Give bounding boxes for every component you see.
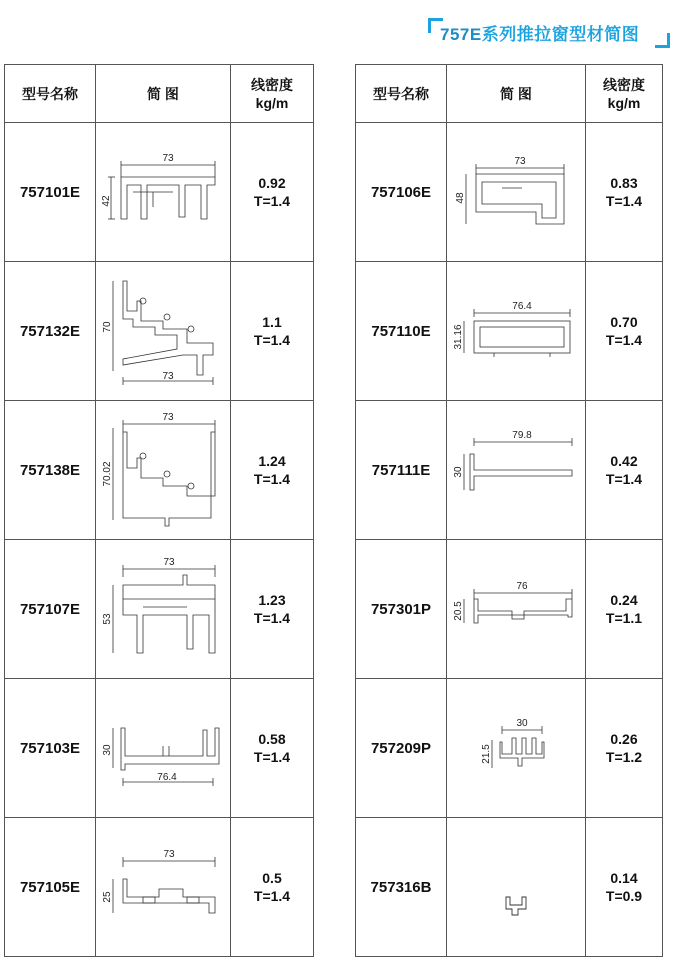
model-name: 757138E: [5, 401, 96, 540]
profile-figure: [96, 123, 231, 262]
profile-drawing: [466, 698, 566, 798]
model-name: 757209P: [356, 679, 447, 818]
profile-figure: [96, 540, 231, 679]
profile-figure: [447, 818, 586, 957]
title-text: 系列推拉窗型材简图: [481, 25, 640, 44]
table-header-row: [356, 65, 663, 123]
svg-text:79.8: 79.8: [512, 430, 532, 441]
profile-drawing: [454, 420, 578, 520]
page-title: [440, 20, 639, 45]
table-row: [5, 679, 314, 818]
density-cell: 0.26 T=1.2: [586, 679, 663, 818]
density-cell: 0.58 T=1.4: [231, 679, 314, 818]
svg-text:31.16: 31.16: [453, 324, 464, 350]
header-figure: 简 图: [447, 65, 586, 123]
svg-text:48: 48: [455, 192, 466, 204]
profile-figure: [447, 123, 586, 262]
profile-drawing: [454, 281, 578, 381]
profile-drawing: [103, 698, 223, 798]
density-cell: 1.24 T=1.4: [231, 401, 314, 540]
model-name: 757101E: [5, 123, 96, 262]
model-name: 757110E: [356, 262, 447, 401]
model-name: 757107E: [5, 540, 96, 679]
svg-text:73: 73: [514, 156, 526, 167]
profile-drawing: [454, 559, 578, 659]
header-model: 型号名称: [5, 65, 96, 123]
title-series: 757E: [440, 25, 482, 44]
density-cell: 0.70 T=1.4: [586, 262, 663, 401]
profile-drawing: [103, 837, 223, 937]
table-row: [5, 540, 314, 679]
svg-text:76: 76: [516, 581, 528, 592]
density-cell: 0.83 T=1.4: [586, 123, 663, 262]
model-name: 757103E: [5, 679, 96, 818]
table-row: [356, 818, 663, 957]
left-spec-table: [4, 64, 314, 957]
table-row: [5, 818, 314, 957]
profile-figure: [447, 401, 586, 540]
profile-drawing: [466, 837, 566, 937]
svg-text:73: 73: [163, 849, 175, 860]
table-row: [356, 123, 663, 262]
svg-text:70.02: 70.02: [102, 461, 113, 487]
model-name: 757301P: [356, 540, 447, 679]
svg-text:73: 73: [163, 557, 175, 568]
model-name: 757111E: [356, 401, 447, 540]
model-name: 757316B: [356, 818, 447, 957]
profile-figure: [96, 818, 231, 957]
svg-text:76.4: 76.4: [157, 772, 177, 783]
table-row: [5, 123, 314, 262]
header-density: 线密度 kg/m: [231, 65, 314, 123]
profile-figure: [96, 401, 231, 540]
right-spec-table: [355, 64, 663, 957]
svg-text:70: 70: [102, 321, 113, 333]
svg-text:73: 73: [162, 371, 174, 382]
svg-text:30: 30: [453, 466, 464, 478]
profile-drawing: [456, 142, 576, 242]
profile-figure: [447, 540, 586, 679]
table-row: [5, 401, 314, 540]
model-name: 757105E: [5, 818, 96, 957]
profile-drawing: [103, 408, 223, 532]
header-model: 型号名称: [356, 65, 447, 123]
svg-text:73: 73: [162, 153, 174, 164]
svg-text:73: 73: [162, 412, 174, 423]
svg-text:20.5: 20.5: [453, 601, 464, 621]
profile-drawing: [103, 549, 223, 669]
svg-text:21.5: 21.5: [481, 744, 492, 764]
density-cell: 0.24 T=1.1: [586, 540, 663, 679]
page-title-frame: [428, 16, 670, 48]
profile-drawing: [103, 137, 223, 247]
table-header-row: [5, 65, 314, 123]
profile-figure: [447, 679, 586, 818]
profile-figure: [96, 679, 231, 818]
profile-figure: [447, 262, 586, 401]
profile-figure: [96, 262, 231, 401]
svg-text:53: 53: [102, 613, 113, 625]
density-cell: 0.42 T=1.4: [586, 401, 663, 540]
table-row: [356, 679, 663, 818]
density-cell: 0.5 T=1.4: [231, 818, 314, 957]
svg-text:30: 30: [516, 718, 528, 729]
table-row: [356, 540, 663, 679]
model-name: 757106E: [356, 123, 447, 262]
title-bracket-bottom-right: [655, 33, 670, 48]
profile-drawing: [103, 271, 223, 391]
header-density: 线密度 kg/m: [586, 65, 663, 123]
svg-text:76.4: 76.4: [512, 301, 532, 312]
table-row: [5, 262, 314, 401]
table-row: [356, 401, 663, 540]
model-name: 757132E: [5, 262, 96, 401]
svg-text:30: 30: [102, 744, 113, 756]
header-figure: 简 图: [96, 65, 231, 123]
density-cell: 0.92 T=1.4: [231, 123, 314, 262]
svg-text:25: 25: [102, 891, 113, 903]
svg-text:42: 42: [101, 195, 112, 207]
density-cell: 1.23 T=1.4: [231, 540, 314, 679]
density-cell: 1.1 T=1.4: [231, 262, 314, 401]
table-row: [356, 262, 663, 401]
density-cell: 0.14 T=0.9: [586, 818, 663, 957]
